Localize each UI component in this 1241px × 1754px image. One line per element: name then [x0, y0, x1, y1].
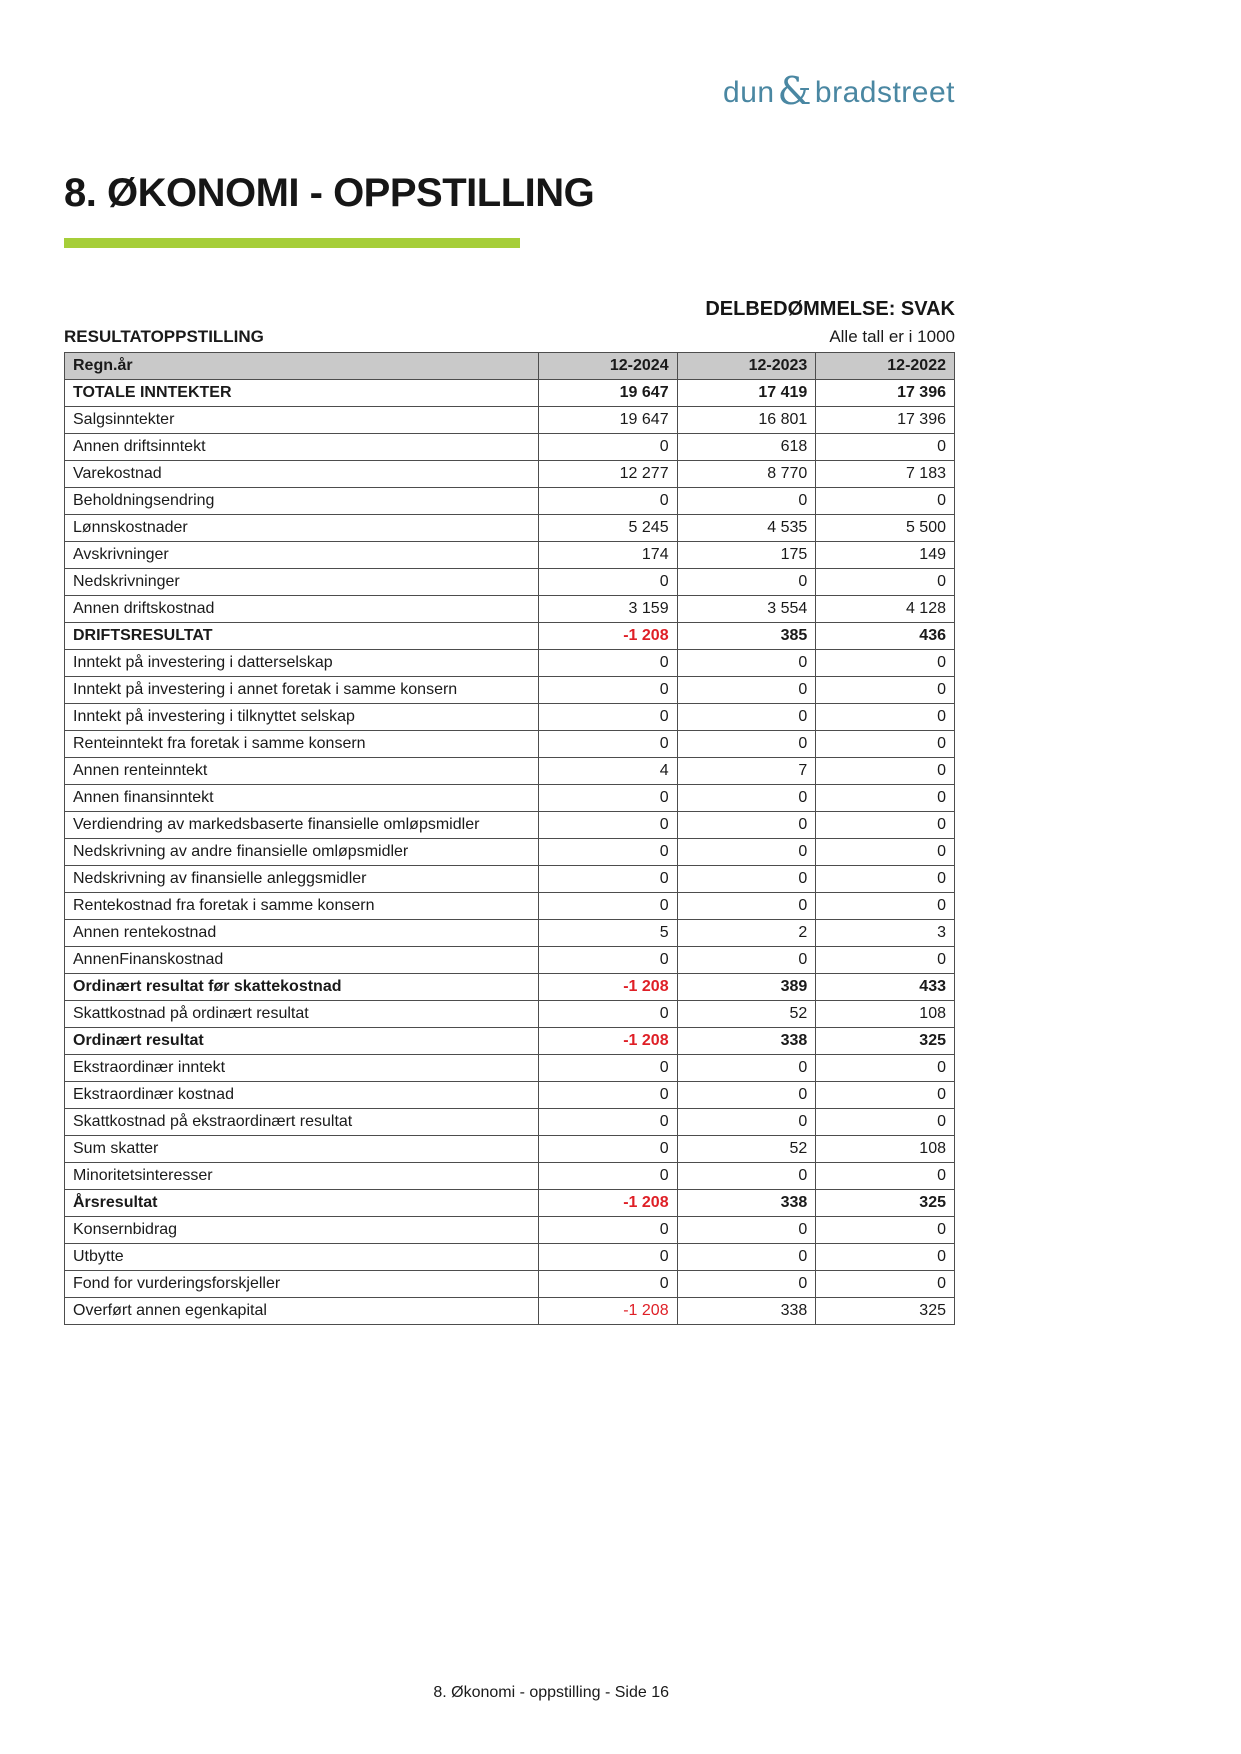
page-content — [64, 0, 955, 1754]
row-value: 174 — [538, 542, 677, 569]
row-label: Ordinært resultat før skattekostnad — [65, 974, 539, 1001]
section-title: RESULTATOPPSTILLING — [64, 327, 264, 346]
row-value: 0 — [677, 569, 816, 596]
row-value: 0 — [538, 1217, 677, 1244]
row-value: 0 — [538, 731, 677, 758]
column-header-2024: 12-2024 — [538, 353, 677, 380]
row-value: -1 208 — [538, 1028, 677, 1055]
table-header-row — [65, 353, 955, 380]
row-value: 3 554 — [677, 596, 816, 623]
row-value: 0 — [816, 704, 955, 731]
table-row — [65, 1082, 955, 1109]
row-value: 0 — [816, 677, 955, 704]
row-value: 0 — [538, 812, 677, 839]
row-value: 4 — [538, 758, 677, 785]
table-row — [65, 1001, 955, 1028]
table-meta-row — [64, 327, 955, 347]
row-value: 436 — [816, 623, 955, 650]
row-value: 17 419 — [677, 380, 816, 407]
row-value: 0 — [816, 1109, 955, 1136]
row-value: 0 — [816, 812, 955, 839]
table-row — [65, 839, 955, 866]
row-value: 19 647 — [538, 380, 677, 407]
row-value: 0 — [677, 1271, 816, 1298]
table-row — [65, 758, 955, 785]
row-value: -1 208 — [538, 1190, 677, 1217]
row-label: AnnenFinanskostnad — [65, 947, 539, 974]
row-value: 0 — [677, 785, 816, 812]
row-value: 7 183 — [816, 461, 955, 488]
row-label: Renteinntekt fra foretak i samme konsern — [65, 731, 539, 758]
logo-row — [64, 0, 955, 113]
table-row — [65, 569, 955, 596]
row-value: 0 — [816, 1244, 955, 1271]
row-value: 0 — [816, 758, 955, 785]
row-value: 0 — [677, 650, 816, 677]
units-note: Alle tall er i 1000 — [829, 327, 955, 346]
row-value: 0 — [538, 650, 677, 677]
row-value: 0 — [677, 866, 816, 893]
row-value: 0 — [677, 812, 816, 839]
row-value: 0 — [816, 785, 955, 812]
table-row — [65, 623, 955, 650]
row-value: 0 — [816, 866, 955, 893]
row-value: 3 159 — [538, 596, 677, 623]
row-value: 17 396 — [816, 407, 955, 434]
table-row — [65, 1244, 955, 1271]
row-value: 0 — [677, 704, 816, 731]
row-value: 52 — [677, 1136, 816, 1163]
row-value: 325 — [816, 1190, 955, 1217]
row-value: 2 — [677, 920, 816, 947]
table-row — [65, 947, 955, 974]
table-row — [65, 1028, 955, 1055]
row-value: 0 — [677, 1055, 816, 1082]
row-label: Varekostnad — [65, 461, 539, 488]
row-value: 0 — [677, 1217, 816, 1244]
row-label: TOTALE INNTEKTER — [65, 380, 539, 407]
row-label: Beholdningsendring — [65, 488, 539, 515]
row-value: 338 — [677, 1028, 816, 1055]
row-label: Ordinært resultat — [65, 1028, 539, 1055]
table-row — [65, 1136, 955, 1163]
row-label: Sum skatter — [65, 1136, 539, 1163]
row-label: Overført annen egenkapital — [65, 1298, 539, 1325]
dun-bradstreet-logo — [723, 69, 955, 113]
row-value: 325 — [816, 1028, 955, 1055]
row-label: Årsresultat — [65, 1190, 539, 1217]
table-row — [65, 407, 955, 434]
table-row — [65, 1271, 955, 1298]
title-accent-bar — [64, 238, 520, 248]
page-title: 8. ØKONOMI - OPPSTILLING — [64, 171, 595, 215]
row-label: Annen rentekostnad — [65, 920, 539, 947]
table-row — [65, 974, 955, 1001]
row-value: 4 535 — [677, 515, 816, 542]
row-value: 0 — [538, 893, 677, 920]
results-table-head — [65, 353, 955, 380]
row-value: 0 — [816, 1055, 955, 1082]
row-value: 0 — [677, 1109, 816, 1136]
row-value: 0 — [816, 569, 955, 596]
row-value: 0 — [677, 1082, 816, 1109]
row-value: 338 — [677, 1298, 816, 1325]
row-label: Minoritetsinteresser — [65, 1163, 539, 1190]
table-row — [65, 434, 955, 461]
row-label: Utbytte — [65, 1244, 539, 1271]
logo-text-dun: dun — [723, 76, 775, 109]
row-value: 4 128 — [816, 596, 955, 623]
row-value: 0 — [816, 1082, 955, 1109]
row-label: Nedskrivning av finansielle anleggsmidler — [65, 866, 539, 893]
row-value: 108 — [816, 1001, 955, 1028]
row-value: 0 — [677, 839, 816, 866]
row-label: Verdiendring av markedsbaserte finansielle omløpsmidler — [65, 812, 539, 839]
table-row — [65, 731, 955, 758]
row-value: 0 — [538, 1055, 677, 1082]
row-label: Annen driftskostnad — [65, 596, 539, 623]
row-label: Salgsinntekter — [65, 407, 539, 434]
row-label: Nedskrivninger — [65, 569, 539, 596]
row-value: 8 770 — [677, 461, 816, 488]
row-value: 17 396 — [816, 380, 955, 407]
row-value: 0 — [816, 488, 955, 515]
table-row — [65, 920, 955, 947]
table-row — [65, 1055, 955, 1082]
results-table — [64, 352, 955, 1325]
row-value: 12 277 — [538, 461, 677, 488]
row-value: 0 — [538, 1163, 677, 1190]
column-header-2023: 12-2023 — [677, 353, 816, 380]
row-value: 175 — [677, 542, 816, 569]
row-label: Avskrivninger — [65, 542, 539, 569]
row-label: Annen renteinntekt — [65, 758, 539, 785]
row-value: 0 — [677, 1163, 816, 1190]
row-label: Skattkostnad på ekstraordinært resultat — [65, 1109, 539, 1136]
row-label: DRIFTSRESULTAT — [65, 623, 539, 650]
row-value: 0 — [538, 1244, 677, 1271]
row-value: 0 — [677, 677, 816, 704]
row-label: Ekstraordinær inntekt — [65, 1055, 539, 1082]
row-value: 0 — [816, 1271, 955, 1298]
row-value: 0 — [538, 839, 677, 866]
table-row — [65, 542, 955, 569]
row-value: 0 — [816, 893, 955, 920]
table-row — [65, 812, 955, 839]
row-value: 0 — [538, 1109, 677, 1136]
row-value: 0 — [538, 677, 677, 704]
row-value: 149 — [816, 542, 955, 569]
row-value: 0 — [677, 893, 816, 920]
table-row — [65, 380, 955, 407]
row-label: Inntekt på investering i annet foretak i samme konsern — [65, 677, 539, 704]
row-value: 0 — [816, 947, 955, 974]
row-value: 338 — [677, 1190, 816, 1217]
row-label: Lønnskostnader — [65, 515, 539, 542]
row-value: 0 — [538, 569, 677, 596]
row-value: 389 — [677, 974, 816, 1001]
column-header-regnar: Regn.år — [65, 353, 539, 380]
row-value: 433 — [816, 974, 955, 1001]
table-row — [65, 1109, 955, 1136]
row-value: 0 — [538, 866, 677, 893]
row-value: 7 — [677, 758, 816, 785]
logo-text-bradstreet: bradstreet — [814, 76, 955, 109]
row-value: 385 — [677, 623, 816, 650]
row-label: Rentekostnad fra foretak i samme konsern — [65, 893, 539, 920]
row-value: 0 — [677, 731, 816, 758]
row-value: 0 — [538, 704, 677, 731]
table-row — [65, 461, 955, 488]
row-value: 0 — [816, 731, 955, 758]
ampersand-icon: & — [777, 69, 812, 113]
row-label: Ekstraordinær kostnad — [65, 1082, 539, 1109]
row-label: Skattkostnad på ordinært resultat — [65, 1001, 539, 1028]
row-value: 5 245 — [538, 515, 677, 542]
table-row — [65, 650, 955, 677]
table-row — [65, 677, 955, 704]
row-value: 0 — [816, 1217, 955, 1244]
row-value: 0 — [538, 1271, 677, 1298]
results-table-body — [65, 380, 955, 1325]
row-value: 0 — [538, 1001, 677, 1028]
row-label: Fond for vurderingsforskjeller — [65, 1271, 539, 1298]
row-value: -1 208 — [538, 974, 677, 1001]
row-label: Annen driftsinntekt — [65, 434, 539, 461]
page-footer: 8. Økonomi - oppstilling - Side 16 — [433, 1684, 669, 1701]
row-value: 0 — [677, 488, 816, 515]
table-row — [65, 1298, 955, 1325]
table-row — [65, 704, 955, 731]
table-row — [65, 785, 955, 812]
row-value: 0 — [538, 1136, 677, 1163]
table-row — [65, 866, 955, 893]
row-label: Nedskrivning av andre finansielle omløpsmidler — [65, 839, 539, 866]
column-header-2022: 12-2022 — [816, 353, 955, 380]
row-value: 0 — [538, 1082, 677, 1109]
row-value: 0 — [677, 947, 816, 974]
row-value: 0 — [816, 434, 955, 461]
row-label: Annen finansinntekt — [65, 785, 539, 812]
row-value: 19 647 — [538, 407, 677, 434]
table-row — [65, 1190, 955, 1217]
table-row — [65, 515, 955, 542]
row-value: 0 — [816, 1163, 955, 1190]
row-value: 0 — [538, 488, 677, 515]
row-value: 0 — [538, 785, 677, 812]
row-label: Konsernbidrag — [65, 1217, 539, 1244]
row-value: -1 208 — [538, 623, 677, 650]
row-value: 5 500 — [816, 515, 955, 542]
table-row — [65, 1163, 955, 1190]
row-value: 0 — [538, 434, 677, 461]
table-row — [65, 893, 955, 920]
row-value: 0 — [816, 839, 955, 866]
row-value: 16 801 — [677, 407, 816, 434]
row-value: 0 — [677, 1244, 816, 1271]
row-value: 0 — [538, 947, 677, 974]
row-value: 52 — [677, 1001, 816, 1028]
row-value: 108 — [816, 1136, 955, 1163]
row-value: 5 — [538, 920, 677, 947]
row-value: 325 — [816, 1298, 955, 1325]
table-row — [65, 488, 955, 515]
table-row — [65, 1217, 955, 1244]
row-value: -1 208 — [538, 1298, 677, 1325]
row-label: Inntekt på investering i datterselskap — [65, 650, 539, 677]
row-value: 3 — [816, 920, 955, 947]
row-value: 0 — [816, 650, 955, 677]
table-row — [65, 596, 955, 623]
assessment-label: DELBEDØMMELSE: SVAK — [705, 298, 955, 320]
row-label: Inntekt på investering i tilknyttet selskap — [65, 704, 539, 731]
row-value: 618 — [677, 434, 816, 461]
